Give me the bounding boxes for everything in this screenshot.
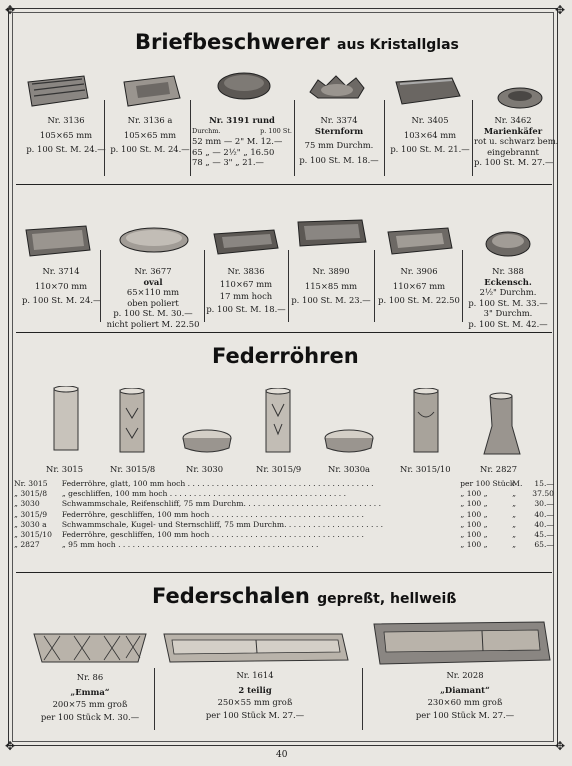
table-row: „ 3015/10 Federröhre, geschliffen, 100 mm hoch . . . . . . . . . . . . . . . . . . . . . . . . . . . . . . . . „ 100 „ „ 45.— — [14, 529, 555, 539]
column-divider — [104, 100, 105, 176]
pen-tube-2827-image — [482, 392, 522, 458]
product-3677: Nr. 3677 oval 65×110 mm oben poliert p. 100 St. M. 30.— nicht poliert M. 22.50 — [106, 266, 200, 329]
corner-ornament-icon: ✥ — [4, 3, 16, 17]
paperweight-3462-image — [494, 84, 552, 114]
product-3890: Nr. 3890 115×85 mm p. 100 St. M. 23.— — [291, 266, 371, 305]
section-rule — [16, 572, 552, 573]
sponge-dish-3030a-image — [322, 426, 376, 458]
paperweight-3714-image — [22, 222, 94, 262]
product-3906: Nr. 3906 110×67 mm p. 100 St. M. 22.50 — [378, 266, 460, 305]
product-1614: Nr. 1614 2 teilig 250×55 mm groß per 100 Stück M. 27.— — [205, 670, 305, 720]
product-3714: Nr. 3714 110×70 mm p. 100 St. M. 24.— — [22, 266, 102, 305]
paperweight-3136-image — [22, 72, 92, 112]
column-divider — [100, 250, 101, 322]
section-title-federschalen: Federschalen gepreßt, hellweiß — [152, 584, 457, 608]
column-divider — [374, 250, 375, 322]
column-divider — [154, 668, 155, 730]
table-row: Nr. 3015 Federröhre, glatt, 100 mm hoch . . . . . . . . . . . . . . . . . . . . . . . . . . . . . . . . . . . . . . . per 100 Stück M. 15.— — [14, 479, 554, 488]
product-3405: Nr. 3405 103×64 mm p. 100 St. M. 21.— — [390, 115, 470, 154]
pen-tube-label: Nr. 3015/9 — [256, 464, 302, 474]
corner-ornament-icon: ✥ — [554, 3, 566, 17]
paperweight-388-image — [482, 228, 538, 262]
pen-tube-label: Nr. 3015 — [46, 464, 84, 474]
product-3136a: Nr. 3136 a 105×65 mm p. 100 St. M. 24.— — [110, 115, 190, 154]
table-row: „ 3015/8 „ geschliffen, 100 mm hoch . . . . . . . . . . . . . . . . . . . . . . . . . . . . . . . . . . . . . „ 100 „ „ 37.50 — [14, 489, 555, 499]
paperweight-3677-image — [118, 226, 192, 256]
column-divider — [288, 250, 289, 322]
column-divider — [190, 100, 191, 176]
paperweight-3836-image — [210, 226, 282, 258]
page-number: 40 — [276, 750, 288, 760]
pen-tube-3015-9-image — [262, 388, 296, 458]
product-3836: Nr. 3836 110×67 mm 17 mm hoch p. 100 St. M. 18.— — [206, 266, 286, 314]
pen-tube-label: Nr. 3015/8 — [110, 464, 156, 474]
section-rule — [16, 332, 552, 333]
column-divider — [362, 668, 363, 730]
pen-tube-3015-8-image — [116, 388, 150, 458]
paperweight-3191-image — [216, 70, 276, 104]
pen-tray-86-image — [30, 628, 152, 668]
federroehren-price-table — [14, 479, 554, 550]
section-title-federroehren: Federröhren — [212, 344, 359, 368]
pen-tray-1614-image — [160, 630, 350, 668]
pen-tube-label: Nr. 3015/10 — [400, 464, 451, 474]
pen-tube-label: Nr. 2827 — [480, 464, 518, 474]
product-3374: Nr. 3374 Sternform 75 mm Durchm. p. 100 St. M. 18.— — [299, 115, 379, 165]
table-row: „ 3015/9 Federröhre, geschliffen, 100 mm hoch . . . . . . . . . . . . . . . . . . . . . . . . . . . . . . . . „ 100 „ „ 40.— — [14, 509, 555, 519]
corner-ornament-icon: ✥ — [4, 739, 16, 753]
sponge-dish-3030-image — [180, 424, 234, 456]
section-rule — [16, 184, 552, 185]
paperweight-3136a-image — [118, 72, 184, 112]
pen-tube-label: Nr. 3030 — [186, 464, 224, 474]
paperweight-3374-image — [306, 70, 370, 104]
column-divider — [384, 100, 385, 176]
table-row: „ 2827 „ 95 mm hoch . . . . . . . . . . . . . . . . . . . . . . . . . . . . . . . . . . . . . . . . . . „ 100 „ „ 65.— — [14, 540, 555, 550]
column-divider — [472, 100, 473, 176]
paperweight-3890-image — [294, 216, 370, 252]
product-3136: Nr. 3136 105×65 mm p. 100 St. M. 24.— — [26, 115, 106, 154]
product-86: Nr. 86 „Emma“ 200×75 mm groß per 100 Stück M. 30.— — [40, 672, 140, 722]
section-title-briefbeschwerer: Briefbeschwerer aus Kristallglas — [135, 30, 459, 54]
corner-ornament-icon: ✥ — [554, 739, 566, 753]
pen-tray-2028-image — [372, 620, 552, 668]
table-row: „ 3030 a Schwammschale, Kugel- und Sternschliff, 75 mm Durchm. . . . . . . . . . . . . . . . . . . . . „ 100 „ „ 40.— — [14, 519, 555, 529]
product-2028: Nr. 2028 „Diamant“ 230×60 mm groß per 100 Stück M. 27.— — [415, 670, 515, 720]
pen-tube-3015-image — [50, 386, 84, 456]
paperweight-3405-image — [392, 74, 466, 112]
paperweight-3906-image — [384, 224, 456, 258]
product-3191: Nr. 3191 rund Durchm. p. 100 St. 52 mm — 2" M. 12.— 65 „ — 2½" „ 16.50 78 „ — 3" „ 21.— — [192, 115, 292, 167]
pen-tube-3015-10-image — [410, 388, 444, 458]
product-3462: Nr. 3462 Marienkäfer rot u. schwarz bem. eingebrannt p. 100 St. M. 27.— — [474, 115, 559, 167]
product-388: Nr. 388 Eckensch. 2½" Durchm. p. 100 St. M. 33.— 3" Durchm. p. 100 St. M. 42.— — [468, 266, 548, 329]
column-divider — [204, 250, 205, 322]
column-divider — [462, 250, 463, 322]
column-divider — [294, 100, 295, 176]
pen-tube-label: Nr. 3030a — [328, 464, 371, 474]
table-row: „ 3030 Schwammschale, Reifenschliff, 75 mm Durchm. . . . . . . . . . . . . . . . . . . . . . . . . . . . . „ 100 „ „ 30.— — [14, 499, 555, 509]
